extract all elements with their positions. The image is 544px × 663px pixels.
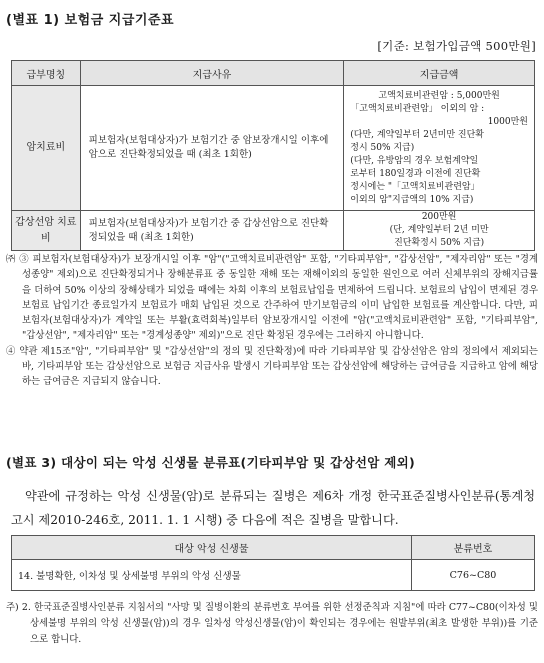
note-text: 주) 2. 한국표준질병사인분류 지침서의 "사망 및 질병이환의 분류번호 부여를 위한 선정준칙과 지침"에 따라 C77~C80(이차성 및 상세불명 부위의 악성 신생물(암))의 경우 일차성 악성신생물(암)이 확인되는 경우에는 원발부위(최초 발생한 부위))를 기준으로 합니다. [6, 602, 538, 645]
note-item-4: ④ 약관 제15조"암", "기타피부암" 및 "갑상선암"의 정의 및 진단확정)에 따라 기타피부암 및 갑상선암은 암의 정의에서 제외되는 바, 기타피부암 또는 갑상선암으로 보험금 지급사유 발생시 기타피부암 또는 갑상선암에 해당하는 급여금을 지급하고 암에 해당하는 급여금은 지급되지 않습니다. [6, 345, 538, 388]
amount-line: 로부터 180일경과 이전에 진단확 [350, 168, 481, 179]
neoplasm-classification-table [11, 535, 535, 591]
payment-amount [344, 211, 535, 251]
amount-line: 「고액치료비관련암」 이외의 암 : [350, 103, 485, 114]
amount-line: 200만원 [421, 212, 457, 222]
header-payment-amount: 지급금액 [344, 61, 535, 86]
amount-line: (다만, 유방암의 경우 보험계약일 [350, 155, 479, 166]
benefit-name: 암치료비 [12, 86, 81, 211]
header-payment-reason: 지급사유 [80, 61, 344, 86]
amount-line: (단, 계약일부터 2년 미만 [389, 225, 489, 235]
header-classification-code: 분류번호 [412, 536, 535, 560]
amount-line: 정시에는 "「고액치료비관련암」 [350, 181, 480, 192]
amount-line: (다만, 계약일부터 2년미만 진단확 [350, 129, 484, 140]
payment-reason: 피보험자(보험대상자)가 보험기간 중 갑상선암으로 진단확정되었을 때 (최초 1회한) [80, 211, 344, 251]
benefit-name: 갑상선암 치료비 [12, 211, 81, 251]
amount-line: 고액치료비관련암 : 5,000만원 [378, 90, 500, 101]
classification-note [6, 600, 538, 648]
header-target-neoplasm: 대상 악성 신생물 [12, 536, 412, 560]
payment-notes [6, 252, 538, 390]
amount-line: 이외의 암"지급액의 10% 지급) [350, 194, 474, 205]
table-row [12, 211, 535, 251]
table-row [12, 86, 535, 211]
amount-line: 1000만원 [487, 116, 528, 127]
neoplasm-name: 14. 불명확한, 이차성 및 상세불명 부위의 악성 신생물 [12, 560, 412, 591]
neoplasm-table-title: (별표 3) 대상이 되는 악성 신생물 분류표(기타피부암 및 갑상선암 제외) [6, 455, 416, 470]
note-text: ③ 피보험자(보험대상자)가 보장개시일 이후 "암"("고액치료비관련암" 포함, "기타피부암", "갑상선암", "제자리암" 또는 "경계성종양" 제외)으로 진단확정되거나 장해분류표 중 동일한 재해 또는 재해이외의 동일한 원인으로 여러 신체부위의 장해지급률을 더하여 50% 이상의 장해상태가 되었을 때에는 차회 이후의 보험료납입을 면제하여 드립니다. 보험료의 납입이 면제된 경우 보험료 납입기간 종료일가지 보험료가 매회 납입된 것으로 간주하여 만기보험금의 이미 납입한 보험료를 계산합니다. 다만, 피보험자(보험대상자)가 계약일 또는 부활(효력회복)일부터 암보장개시일 이전에 "암("고액치료비관련암" 포함, "기타피부암", "갑상선암", "제자리암" 또는 "경계성종양" 제외)"으로 진단 확정된 경우에는 그러하지 아니합니다. [19, 254, 538, 342]
payment-amount [344, 86, 535, 211]
classification-code: C76~C80 [412, 560, 535, 591]
basis-note: [기준: 보험가입금액 500만원] [377, 39, 536, 53]
table-header-row [12, 61, 535, 86]
payment-reason: 피보험자(보험대상자)가 보험기간 중 암보장개시일 이후에 암으로 진단확정되었을 때 (최초 1회한) [80, 86, 344, 211]
intro-paragraph: 약관에 규정하는 악성 신생물(암)로 분류되는 질병은 제6차 개정 한국표준질병사인분류(통계청 고시 제2010-246호, 2011. 1. 1 시행) 중 다음에 적은 질병을 말합니다. [11, 489, 535, 527]
header-benefit-name: 급부명칭 [12, 61, 81, 86]
payment-criteria-title: (별표 1) 보험금 지급기준표 [6, 13, 175, 28]
table-header-row [12, 536, 535, 560]
note-lead: ㈜ [6, 254, 16, 265]
amount-line: 진단확정시 50% 지급) [394, 238, 485, 248]
note-item-3 [6, 252, 538, 344]
table-row [12, 560, 535, 591]
amount-line: 정시 50% 지급) [350, 142, 415, 153]
payment-criteria-table [11, 60, 535, 251]
